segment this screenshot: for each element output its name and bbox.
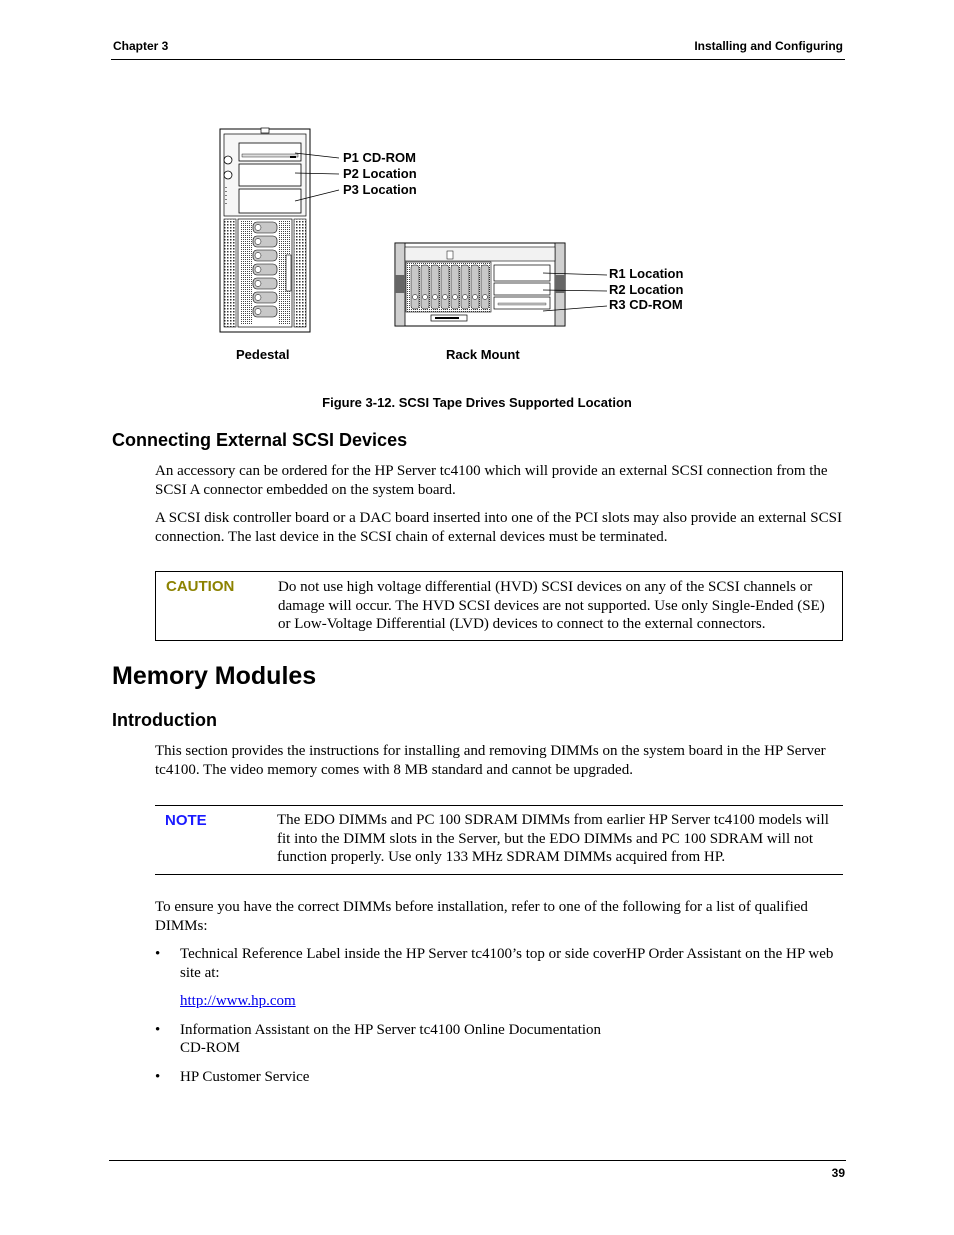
callout-p2: P2 Location bbox=[343, 166, 417, 181]
callout-r3: R3 CD-ROM bbox=[609, 297, 683, 312]
list-item bbox=[155, 1068, 845, 1087]
caution-label: CAUTION bbox=[166, 578, 235, 595]
rack-mount-server bbox=[395, 243, 565, 326]
label-rack-mount: Rack Mount bbox=[446, 347, 520, 362]
bullet-symbol: • bbox=[155, 946, 161, 962]
note-label: NOTE bbox=[165, 812, 207, 829]
list-item-text: Information Assistant on the HP Server tc4100 Online Documentation bbox=[180, 1021, 602, 1038]
caution-box bbox=[155, 571, 843, 641]
list-item-text-continued: CD-ROM bbox=[180, 1040, 241, 1056]
heading-connecting-scsi: Connecting External SCSI Devices bbox=[112, 430, 408, 450]
list-item-text: HP Customer Service bbox=[180, 1068, 310, 1085]
paragraph-ensure-dimms: To ensure you have the correct DIMMs before installation, refer to one of the following for a list of qualified DIMMs: bbox=[155, 899, 808, 934]
callout-p1: P1 CD-ROM bbox=[343, 150, 416, 165]
bullet-symbol: • bbox=[155, 1021, 161, 1038]
callout-p3: P3 Location bbox=[343, 182, 417, 197]
header-chapter: Chapter 3 bbox=[113, 39, 169, 53]
scsi-tape-figure bbox=[215, 125, 705, 370]
heading-memory-modules: Memory Modules bbox=[112, 662, 317, 690]
header-title: Installing and Configuring bbox=[694, 39, 843, 53]
figure-caption: Figure 3-12. SCSI Tape Drives Supported Location bbox=[322, 395, 632, 410]
pedestal-server bbox=[220, 128, 310, 332]
hp-website-link[interactable]: http://www.hp.com bbox=[180, 993, 296, 1009]
page-number: 39 bbox=[831, 1166, 845, 1180]
paragraph-accessory: An accessory can be ordered for the HP Server tc4100 which will provide an external SCSI connection from the SCSI A connector embedded on the system board. bbox=[155, 463, 828, 498]
server-illustration bbox=[215, 125, 705, 370]
callout-r1: R1 Location bbox=[609, 266, 684, 281]
list-item bbox=[155, 1021, 845, 1058]
list-item bbox=[155, 945, 845, 1011]
caution-text: Do not use high voltage differential (HVD) SCSI devices on any of the SCSI channels or damage will occur. The HVD SCSI devices are not supported. Use only Single-Ended (SE) or Low-Voltage Differential (LVD) devices to connect to the external connectors. bbox=[278, 579, 825, 632]
pedestal-hot-swap-bays bbox=[238, 219, 292, 327]
note-box bbox=[155, 805, 843, 875]
dimm-reference-list bbox=[155, 945, 845, 1086]
paragraph-controller: A SCSI disk controller board or a DAC board inserted into one of the PCI slots may also provide an external SCSI connection. The last device in the SCSI chain of external devices must be terminated. bbox=[155, 510, 842, 545]
note-text: The EDO DIMMs and PC 100 SDRAM DIMMs from earlier HP Server tc4100 models will fit into the DIMM slots in the Server, but the EDO DIMMs and PC 100 SDRAM will not function properly. Use only 133 MHz SDRAM DIMMs acquired from HP. bbox=[277, 812, 829, 865]
callout-r2: R2 Location bbox=[609, 282, 684, 297]
bullet-symbol: • bbox=[155, 1068, 161, 1085]
footer-rule bbox=[109, 1160, 846, 1161]
list-item-text: Technical Reference Label inside the HP Server tc4100’s top or side coverHP Order Assistant on the HP web site at: bbox=[180, 946, 834, 981]
label-pedestal: Pedestal bbox=[236, 347, 290, 362]
paragraph-introduction: This section provides the instructions for installing and removing DIMMs on the system board in the HP Server tc4100. The video memory comes with 8 MB standard and cannot be upgraded. bbox=[155, 743, 826, 778]
heading-introduction: Introduction bbox=[112, 710, 217, 730]
header-rule bbox=[111, 59, 845, 60]
